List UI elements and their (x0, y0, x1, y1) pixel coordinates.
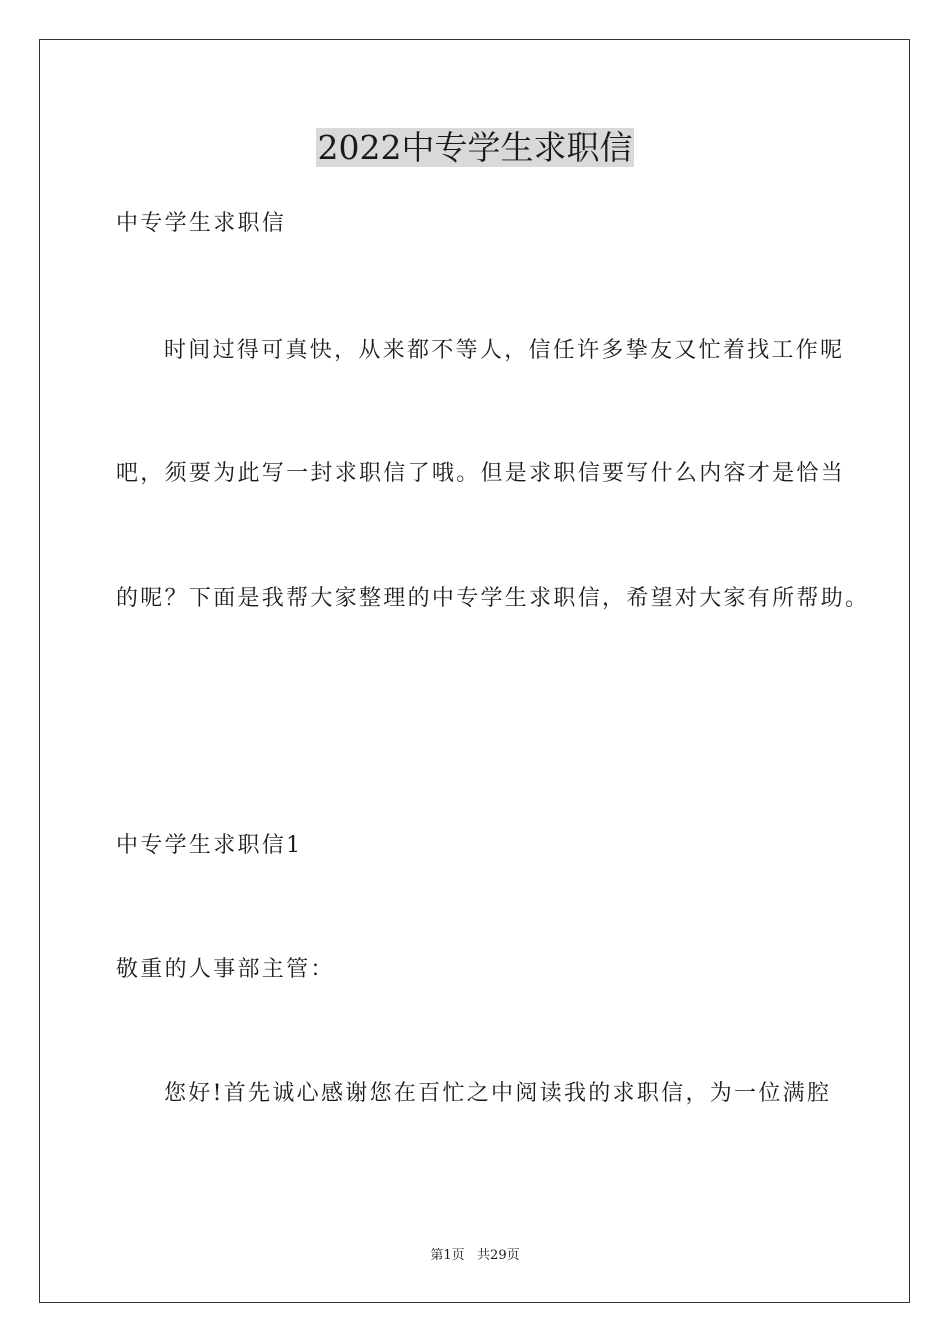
document-title (0, 126, 950, 170)
paragraph-line: 时间过得可真快，从来都不等人，信任许多挚友又忙着找工作呢 (164, 338, 845, 363)
document-subtitle: 中专学生求职信 (116, 211, 287, 236)
paragraph-line: 吧，须要为此写一封求职信了哦。但是求职信要写什么内容才是恰当 (116, 461, 846, 486)
section-heading: 中专学生求职信1 (116, 833, 303, 858)
page-footer: 第1页 共29页 (430, 1248, 520, 1263)
document-title-text: 2022中专学生求职信 (317, 128, 633, 167)
salutation: 敬重的人事部主管： (116, 957, 335, 982)
body-line: 您好!首先诚心感谢您在百忙之中阅读我的求职信，为一位满腔 (164, 1081, 832, 1106)
paragraph-line: 的呢？下面是我帮大家整理的中专学生求职信，希望对大家有所帮助。 (116, 586, 870, 611)
